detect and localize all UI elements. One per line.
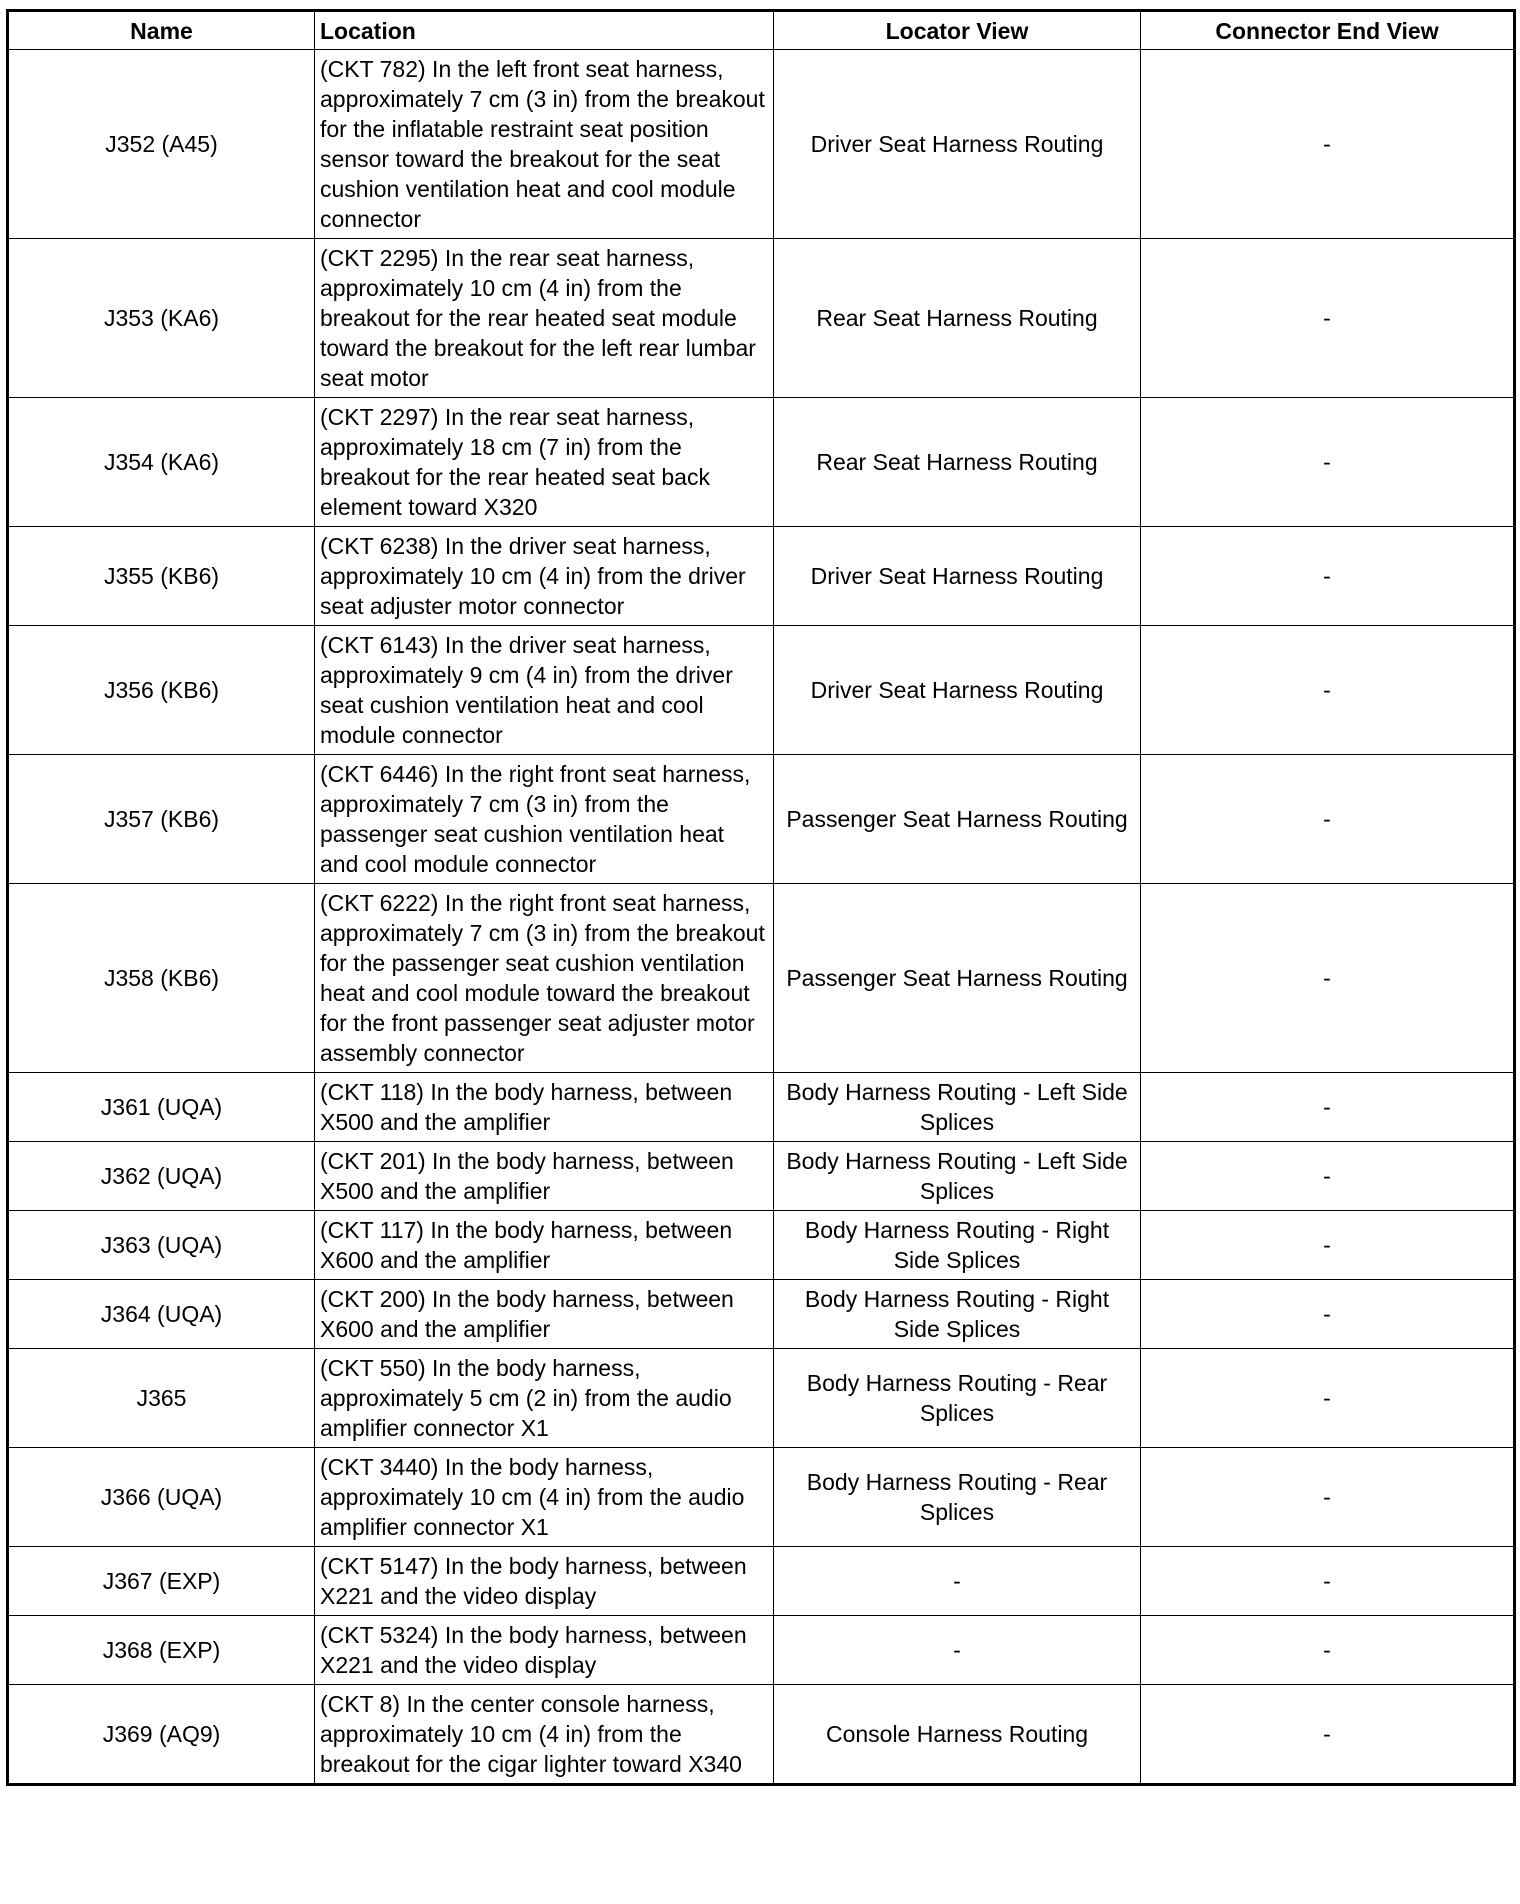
connector-end-view: - [1141, 1280, 1515, 1349]
table-header-row [8, 11, 1515, 50]
table-row [8, 1685, 1515, 1785]
table-row [8, 1142, 1515, 1211]
splice-name: J354 (KA6) [8, 398, 315, 527]
table-row [8, 626, 1515, 755]
locator-view: Driver Seat Harness Routing [774, 527, 1141, 626]
table-row [8, 1349, 1515, 1448]
locator-view: Rear Seat Harness Routing [774, 239, 1141, 398]
splice-name: J369 (AQ9) [8, 1685, 315, 1785]
header-location: Location [315, 11, 774, 50]
connector-end-view: - [1141, 884, 1515, 1073]
locator-view: Body Harness Routing - Right Side Splices [774, 1280, 1141, 1349]
locator-view: Driver Seat Harness Routing [774, 50, 1141, 239]
splice-name: J363 (UQA) [8, 1211, 315, 1280]
table-row [8, 1547, 1515, 1616]
splice-location: (CKT 550) In the body harness, approximately 5 cm (2 in) from the audio amplifier connector X1 [315, 1349, 774, 1448]
splice-name: J366 (UQA) [8, 1448, 315, 1547]
table-row [8, 755, 1515, 884]
connector-end-view: - [1141, 1211, 1515, 1280]
connector-end-view: - [1141, 398, 1515, 527]
locator-view: Console Harness Routing [774, 1685, 1141, 1785]
table-row [8, 884, 1515, 1073]
splice-location: (CKT 6238) In the driver seat harness, approximately 10 cm (4 in) from the driver seat adjuster motor connector [315, 527, 774, 626]
connector-end-view: - [1141, 1547, 1515, 1616]
splice-location-table [6, 9, 1516, 1786]
table-row [8, 1211, 1515, 1280]
connector-end-view: - [1141, 755, 1515, 884]
splice-location: (CKT 5147) In the body harness, between X221 and the video display [315, 1547, 774, 1616]
splice-name: J367 (EXP) [8, 1547, 315, 1616]
connector-end-view: - [1141, 1073, 1515, 1142]
connector-end-view: - [1141, 239, 1515, 398]
connector-end-view: - [1141, 1616, 1515, 1685]
splice-name: J361 (UQA) [8, 1073, 315, 1142]
splice-location: (CKT 201) In the body harness, between X500 and the amplifier [315, 1142, 774, 1211]
splice-location: (CKT 3440) In the body harness, approximately 10 cm (4 in) from the audio amplifier connector X1 [315, 1448, 774, 1547]
locator-view: Body Harness Routing - Rear Splices [774, 1349, 1141, 1448]
splice-name: J356 (KB6) [8, 626, 315, 755]
locator-view: Passenger Seat Harness Routing [774, 884, 1141, 1073]
splice-location: (CKT 117) In the body harness, between X600 and the amplifier [315, 1211, 774, 1280]
connector-end-view: - [1141, 1448, 1515, 1547]
splice-name: J368 (EXP) [8, 1616, 315, 1685]
locator-view: Passenger Seat Harness Routing [774, 755, 1141, 884]
table-row [8, 239, 1515, 398]
splice-location: (CKT 782) In the left front seat harness, approximately 7 cm (3 in) from the breakout for the inflatable restraint seat position sensor toward the breakout for the seat cushion ventilation heat and cool module connector [315, 50, 774, 239]
locator-view: Body Harness Routing - Rear Splices [774, 1448, 1141, 1547]
table-row [8, 1448, 1515, 1547]
header-locator-view: Locator View [774, 11, 1141, 50]
splice-name: J365 [8, 1349, 315, 1448]
connector-end-view: - [1141, 1349, 1515, 1448]
splice-name: J357 (KB6) [8, 755, 315, 884]
table-row [8, 50, 1515, 239]
table-row [8, 398, 1515, 527]
table-row [8, 527, 1515, 626]
splice-name: J352 (A45) [8, 50, 315, 239]
header-name: Name [8, 11, 315, 50]
table-row [8, 1280, 1515, 1349]
locator-view: - [774, 1616, 1141, 1685]
connector-end-view: - [1141, 626, 1515, 755]
locator-view: Rear Seat Harness Routing [774, 398, 1141, 527]
splice-name: J364 (UQA) [8, 1280, 315, 1349]
connector-end-view: - [1141, 1685, 1515, 1785]
locator-view: Body Harness Routing - Left Side Splices [774, 1073, 1141, 1142]
locator-view: - [774, 1547, 1141, 1616]
locator-view: Driver Seat Harness Routing [774, 626, 1141, 755]
splice-location: (CKT 6222) In the right front seat harness, approximately 7 cm (3 in) from the breakout for the passenger seat cushion ventilation heat and cool module toward the breakout for the front passenger seat adjuster motor assembly connector [315, 884, 774, 1073]
locator-view: Body Harness Routing - Left Side Splices [774, 1142, 1141, 1211]
splice-location: (CKT 6446) In the right front seat harness, approximately 7 cm (3 in) from the passenger seat cushion ventilation heat and cool module connector [315, 755, 774, 884]
splice-location: (CKT 5324) In the body harness, between X221 and the video display [315, 1616, 774, 1685]
splice-location: (CKT 6143) In the driver seat harness, approximately 9 cm (4 in) from the driver seat cushion ventilation heat and cool module connector [315, 626, 774, 755]
splice-location: (CKT 2295) In the rear seat harness, approximately 10 cm (4 in) from the breakout for the rear heated seat module toward the breakout for the left rear lumbar seat motor [315, 239, 774, 398]
splice-name: J353 (KA6) [8, 239, 315, 398]
connector-end-view: - [1141, 50, 1515, 239]
splice-name: J355 (KB6) [8, 527, 315, 626]
connector-end-view: - [1141, 1142, 1515, 1211]
splice-location: (CKT 118) In the body harness, between X500 and the amplifier [315, 1073, 774, 1142]
table-row [8, 1616, 1515, 1685]
splice-location: (CKT 200) In the body harness, between X600 and the amplifier [315, 1280, 774, 1349]
table-row [8, 1073, 1515, 1142]
locator-view: Body Harness Routing - Right Side Splices [774, 1211, 1141, 1280]
header-connector-end-view: Connector End View [1141, 11, 1515, 50]
splice-location: (CKT 8) In the center console harness, approximately 10 cm (4 in) from the breakout for the cigar lighter toward X340 [315, 1685, 774, 1785]
connector-end-view: - [1141, 527, 1515, 626]
splice-location: (CKT 2297) In the rear seat harness, approximately 18 cm (7 in) from the breakout for the rear heated seat back element toward X320 [315, 398, 774, 527]
splice-name: J362 (UQA) [8, 1142, 315, 1211]
splice-name: J358 (KB6) [8, 884, 315, 1073]
